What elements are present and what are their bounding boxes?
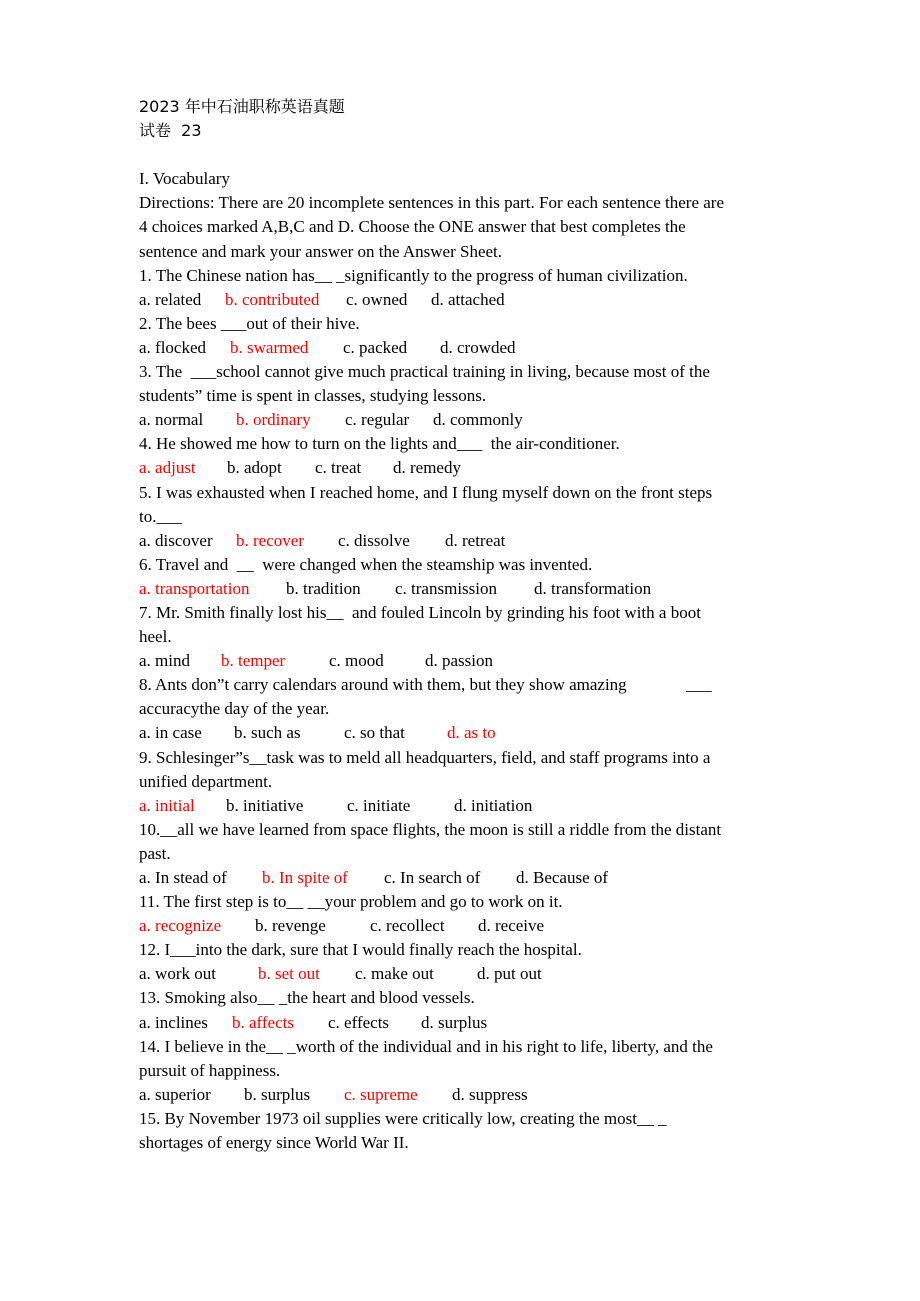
question-text: unified department. [139, 771, 273, 791]
question-text: 12. I___into the dark, sure that I would finally reach the hospital. [139, 940, 582, 960]
answer-option: d. commonly [433, 410, 523, 430]
answer-option: a. inclines [139, 1012, 208, 1032]
answer-option: c. mood [329, 651, 384, 671]
answer-option: b. tradition [286, 578, 361, 598]
answer-option: b. such as [234, 723, 301, 743]
answer-option: c. transmission [395, 578, 497, 598]
answer-option: c. packed [343, 337, 408, 357]
answer-option: c. In search of [384, 868, 481, 887]
question-text: 8. Ants don”t carry calendars around with them, but they show amazing ___ [139, 675, 712, 695]
options-row [139, 794, 789, 818]
answer-option: c. recollect [370, 916, 445, 936]
paper-number: 试卷 23 [139, 121, 202, 141]
answer-option-correct: b. In spite of [262, 868, 348, 887]
answer-option: a. discover [139, 530, 213, 550]
answer-option-correct: b. affects [232, 1012, 294, 1032]
directions-line: 4 choices marked A,B,C and D. Choose the ONE answer that best completes the [139, 217, 686, 237]
answer-option: d. put out [477, 964, 542, 984]
options-row [139, 721, 789, 745]
answer-option-correct: c. supreme [344, 1084, 418, 1104]
answer-option: d. crowded [440, 337, 516, 357]
directions-line: sentence and mark your answer on the Answer Sheet. [139, 241, 503, 261]
options-row [139, 529, 789, 553]
question-text: 2. The bees ___out of their hive. [139, 313, 360, 333]
question-text: 15. By November 1973 oil supplies were critically low, creating the most__ _ [139, 1108, 667, 1128]
answer-option: d. transformation [534, 578, 652, 598]
answer-option: b. initiative [226, 795, 304, 815]
answer-option: d. surplus [421, 1012, 488, 1032]
question-text: 9. Schlesinger”s__task was to meld all headquarters, field, and staff programs into a [139, 747, 711, 767]
answer-option: d. passion [425, 651, 493, 671]
options-row [139, 866, 789, 890]
question-text: past. [139, 843, 171, 863]
question-text: 5. I was exhausted when I reached home, and I flung myself down on the front steps [139, 482, 713, 502]
question-text: 13. Smoking also__ _the heart and blood vessels. [139, 988, 475, 1008]
answer-option: d. receive [478, 916, 545, 936]
options-row [139, 336, 789, 360]
question-text: 3. The ___school cannot give much practical training in living, because most of the [139, 362, 710, 382]
options-row [139, 577, 789, 601]
document-title: 2023 年中石油职称英语真题 [139, 97, 345, 116]
options-row [139, 456, 789, 480]
answer-option: a. work out [139, 964, 216, 984]
answer-option: c. make out [355, 964, 434, 984]
answer-option: d. suppress [452, 1084, 528, 1104]
options-row [139, 408, 789, 432]
answer-option-correct: d. as to [447, 723, 496, 743]
options-row [139, 288, 789, 312]
question-text: 6. Travel and __ were changed when the steamship was invented. [139, 554, 593, 574]
question-text: accuracythe day of the year. [139, 699, 330, 719]
answer-option: d. remedy [393, 458, 461, 478]
question-text: to.___ [139, 506, 182, 526]
answer-option-correct: b. contributed [225, 289, 320, 309]
options-row [139, 1011, 789, 1035]
question-text: students” time is spent in classes, studying lessons. [139, 386, 487, 406]
answer-option: a. mind [139, 651, 190, 671]
answer-option: b. adopt [227, 458, 282, 478]
answer-option-correct: b. recover [236, 530, 304, 550]
question-text: 14. I believe in the__ _worth of the individual and in his right to life, liberty, and the [139, 1036, 713, 1056]
answer-option: a. related [139, 289, 202, 309]
answer-option: a. in case [139, 723, 202, 743]
answer-option: c. so that [344, 723, 405, 743]
answer-option: d. Because of [516, 868, 609, 887]
answer-option-correct: a. recognize [139, 916, 222, 936]
question-text: pursuit of happiness. [139, 1060, 281, 1080]
options-row [139, 962, 789, 986]
answer-option: b. surplus [244, 1084, 311, 1104]
answer-option: c. dissolve [338, 530, 410, 550]
answer-option: c. treat [315, 458, 362, 478]
spacer [139, 143, 789, 167]
answer-option: b. revenge [255, 916, 326, 936]
answer-option: a. flocked [139, 337, 207, 357]
directions-line: Directions: There are 20 incomplete sentences in this part. For each sentence there are [139, 193, 724, 213]
answer-option: d. attached [431, 289, 505, 309]
answer-option-correct: b. swarmed [230, 337, 309, 357]
answer-option-correct: b. temper [221, 651, 286, 671]
answer-option: a. In stead of [139, 868, 227, 887]
answer-option-correct: a. adjust [139, 458, 196, 478]
question-text: 11. The first step is to__ __your problem and go to work on it. [139, 892, 563, 912]
answer-option: c. effects [328, 1012, 390, 1032]
answer-option-correct: a. transportation [139, 578, 250, 598]
answer-option: d. retreat [445, 530, 506, 550]
document-page [139, 95, 789, 1155]
options-row [139, 1083, 789, 1107]
options-row [139, 914, 789, 938]
answer-option: d. initiation [454, 795, 533, 815]
question-list [139, 264, 789, 1155]
question-text: shortages of energy since World War II. [139, 1133, 409, 1153]
section-heading: I. Vocabulary [139, 169, 230, 189]
options-row [139, 649, 789, 673]
question-text: 1. The Chinese nation has__ _significantly to the progress of human civilization. [139, 265, 688, 285]
answer-option: a. superior [139, 1084, 211, 1104]
answer-option-correct: a. initial [139, 795, 195, 815]
answer-option-correct: b. ordinary [236, 410, 311, 430]
question-text: 10.__all we have learned from space flights, the moon is still a riddle from the distant [139, 819, 722, 839]
answer-option-correct: b. set out [258, 964, 320, 984]
answer-option: a. normal [139, 410, 204, 430]
question-text: 4. He showed me how to turn on the lights and___ the air-conditioner. [139, 434, 620, 454]
answer-option: c. regular [345, 410, 410, 430]
question-text: 7. Mr. Smith finally lost his__ and fouled Lincoln by grinding his foot with a boot [139, 602, 701, 622]
answer-option: c. initiate [347, 795, 411, 815]
answer-option: c. owned [346, 289, 408, 309]
question-text: heel. [139, 627, 172, 647]
